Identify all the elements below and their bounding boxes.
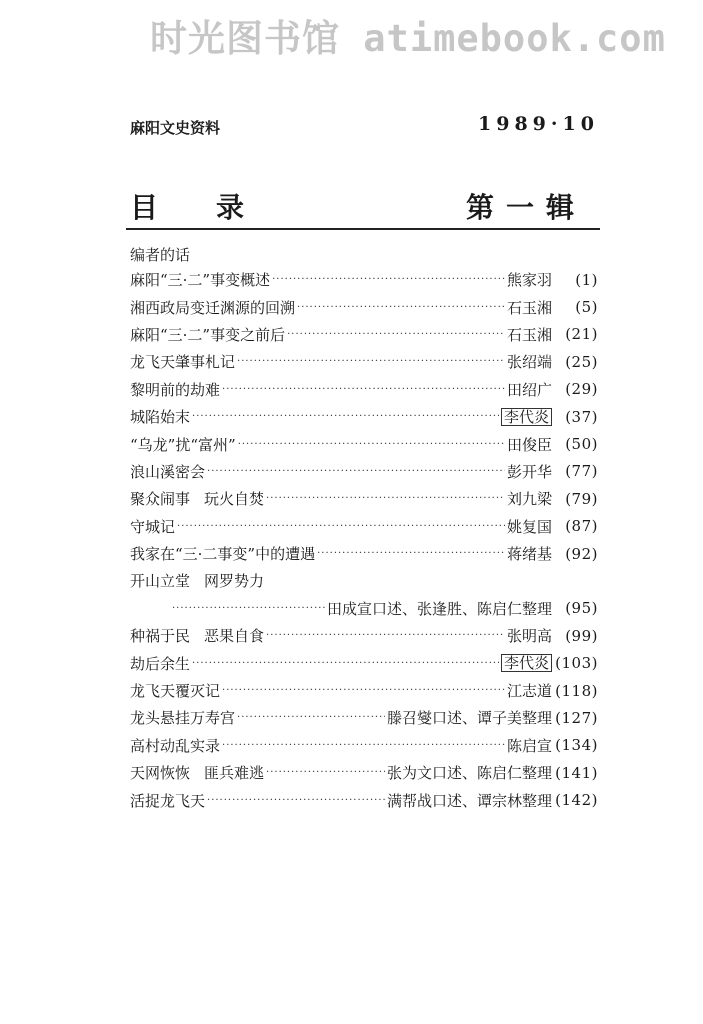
entry-title-text: 湘西政局变迁渊源的回溯 bbox=[130, 298, 296, 317]
entry-author: 石玉湘 bbox=[506, 298, 552, 317]
entry-title bbox=[130, 297, 295, 318]
entry-title bbox=[130, 570, 264, 591]
entry-subtitle-text: 恶果自食 bbox=[204, 627, 265, 646]
entry-title-text: 我家在“三·二事变”中的遭遇 bbox=[130, 545, 316, 564]
entry-title bbox=[130, 653, 190, 674]
entry-author: 田绍广 bbox=[506, 380, 552, 399]
toc-entry bbox=[130, 266, 598, 293]
leader-dots bbox=[317, 548, 505, 559]
entry-author: 田成宣口述、张逢胜、陈启仁整理 bbox=[326, 599, 552, 618]
entry-title bbox=[130, 625, 264, 646]
toc-entry bbox=[130, 677, 598, 704]
toc-entry bbox=[130, 649, 598, 676]
entry-page: (1) bbox=[575, 270, 598, 289]
entry-author: 江志道 bbox=[506, 682, 552, 701]
entry-page: (142) bbox=[555, 791, 598, 810]
entry-title-text: 守城记 bbox=[130, 517, 176, 536]
entry-page: (37) bbox=[565, 407, 598, 426]
toc-entry bbox=[130, 595, 598, 622]
entry-page: (95) bbox=[565, 599, 598, 618]
toc-entry bbox=[130, 786, 598, 813]
entry-author: 姚复国 bbox=[506, 517, 552, 536]
table-of-contents bbox=[130, 266, 598, 814]
contents-heading: 目录 bbox=[130, 191, 303, 224]
entry-title-text: 龙飞天肇事札记 bbox=[130, 353, 236, 372]
entry-title-text: 聚众闹事 bbox=[130, 490, 191, 509]
entry-page: (127) bbox=[555, 708, 598, 727]
entry-author: 张明高 bbox=[506, 627, 552, 646]
entry-title bbox=[130, 735, 220, 756]
leader-dots bbox=[207, 795, 385, 806]
issue-date: 1989·10 bbox=[478, 113, 599, 135]
entry-title-text: 麻阳“三·二”事变概述 bbox=[130, 271, 271, 290]
leader-dots bbox=[192, 658, 499, 669]
entry-title bbox=[130, 406, 190, 427]
toc-entry bbox=[130, 567, 598, 594]
entry-title-text: “乌龙”扰“富州” bbox=[130, 435, 236, 454]
leader-dots bbox=[222, 685, 505, 696]
toc-entry bbox=[130, 759, 598, 786]
leader-dots bbox=[222, 384, 505, 395]
entry-author: 张为文口述、陈启仁整理 bbox=[386, 764, 552, 783]
editor-note: 编者的话 bbox=[130, 246, 191, 264]
entry-title-text: 劫后余生 bbox=[130, 654, 191, 673]
entry-page: (118) bbox=[555, 681, 598, 700]
entry-title-text: 麻阳“三·二”事变之前后 bbox=[130, 325, 286, 344]
entry-author: 彭开华 bbox=[506, 462, 552, 481]
toc-entry bbox=[130, 376, 598, 403]
entry-page: (29) bbox=[565, 380, 598, 399]
leader-dots bbox=[222, 740, 505, 751]
entry-subtitle-text: 玩火自焚 bbox=[204, 490, 265, 509]
entry-page: (103) bbox=[555, 654, 598, 673]
entry-title-text: 种祸于民 bbox=[130, 627, 191, 646]
entry-page: (21) bbox=[565, 325, 598, 344]
entry-title bbox=[130, 324, 285, 345]
entry-subtitle-text: 匪兵难逃 bbox=[204, 764, 265, 783]
entry-title bbox=[130, 790, 205, 811]
toc-entry bbox=[130, 403, 598, 430]
leader-dots bbox=[177, 521, 505, 532]
leader-dots bbox=[207, 466, 505, 477]
leader-dots bbox=[266, 630, 505, 641]
toc-entry bbox=[130, 540, 598, 567]
leader-dots bbox=[287, 329, 505, 340]
toc-entry bbox=[130, 430, 598, 457]
entry-author: 张绍端 bbox=[506, 353, 552, 372]
toc-entry bbox=[130, 293, 598, 320]
entry-title bbox=[130, 269, 270, 290]
leader-dots bbox=[272, 274, 505, 285]
toc-entry bbox=[130, 622, 598, 649]
entry-title bbox=[130, 762, 264, 783]
entry-title bbox=[130, 379, 220, 400]
entry-title-text: 开山立堂 bbox=[130, 572, 191, 591]
entry-title-text: 活捉龙飞天 bbox=[130, 791, 206, 810]
entry-page: (79) bbox=[565, 489, 598, 508]
entry-author: 滕召燮口述、谭子美整理 bbox=[386, 709, 552, 728]
entry-author: 石玉湘 bbox=[506, 325, 552, 344]
leader-dots bbox=[266, 493, 505, 504]
entry-page: (134) bbox=[555, 736, 598, 755]
series-title: 麻阳文史资料 bbox=[130, 119, 221, 137]
entry-page: (92) bbox=[565, 544, 598, 563]
entry-title-text: 龙头悬挂万寿宫 bbox=[130, 709, 236, 728]
entry-page: (87) bbox=[565, 517, 598, 536]
leader-dots bbox=[238, 439, 505, 450]
toc-entry bbox=[130, 485, 598, 512]
header-rule bbox=[126, 228, 600, 230]
entry-author: 陈启宣 bbox=[506, 736, 552, 755]
entry-title bbox=[130, 707, 235, 728]
entry-title-text: 黎明前的劫难 bbox=[130, 380, 221, 399]
leader-dots bbox=[172, 603, 325, 614]
entry-page: (50) bbox=[565, 435, 598, 454]
entry-page: (25) bbox=[565, 352, 598, 371]
entry-author: 刘九梁 bbox=[506, 490, 552, 509]
toc-entry bbox=[130, 732, 598, 759]
entry-title bbox=[130, 543, 315, 564]
entry-page: (99) bbox=[565, 626, 598, 645]
toc-entry bbox=[130, 458, 598, 485]
entry-title bbox=[130, 434, 236, 455]
entry-title bbox=[130, 680, 220, 701]
entry-title-text: 龙飞天覆灭记 bbox=[130, 682, 221, 701]
entry-author: 蒋绪基 bbox=[506, 545, 552, 564]
volume-label: 第一辑 bbox=[466, 191, 587, 224]
entry-page: (77) bbox=[565, 462, 598, 481]
entry-title bbox=[130, 488, 264, 509]
entry-title-text: 天网恢恢 bbox=[130, 764, 191, 783]
entry-title bbox=[130, 516, 175, 537]
leader-dots bbox=[266, 767, 385, 778]
entry-page: (141) bbox=[555, 763, 598, 782]
toc-entry bbox=[130, 513, 598, 540]
toc-entry bbox=[130, 321, 598, 348]
entry-subtitle-text: 网罗势力 bbox=[204, 572, 265, 591]
entry-title-text: 浪山溪密会 bbox=[130, 462, 206, 481]
leader-dots bbox=[237, 356, 505, 367]
watermark: 时光图书馆 atimebook.com bbox=[150, 17, 666, 60]
toc-entry bbox=[130, 348, 598, 375]
entry-author: 满帮战口述、谭宗林整理 bbox=[386, 791, 552, 810]
entry-author: 田俊臣 bbox=[506, 435, 552, 454]
entry-title bbox=[130, 351, 235, 372]
leader-dots bbox=[237, 712, 385, 723]
toc-entry bbox=[130, 704, 598, 731]
entry-author: 熊家羽 bbox=[506, 271, 552, 290]
entry-title bbox=[130, 461, 205, 482]
entry-page: (5) bbox=[575, 298, 598, 317]
leader-dots bbox=[297, 302, 505, 313]
entry-title-text: 高村动乱实录 bbox=[130, 736, 221, 755]
entry-author: 李代炎 bbox=[501, 408, 552, 426]
leader-dots bbox=[192, 411, 499, 422]
entry-author: 李代炎 bbox=[501, 654, 552, 672]
entry-title-text: 城陷始末 bbox=[130, 408, 191, 427]
